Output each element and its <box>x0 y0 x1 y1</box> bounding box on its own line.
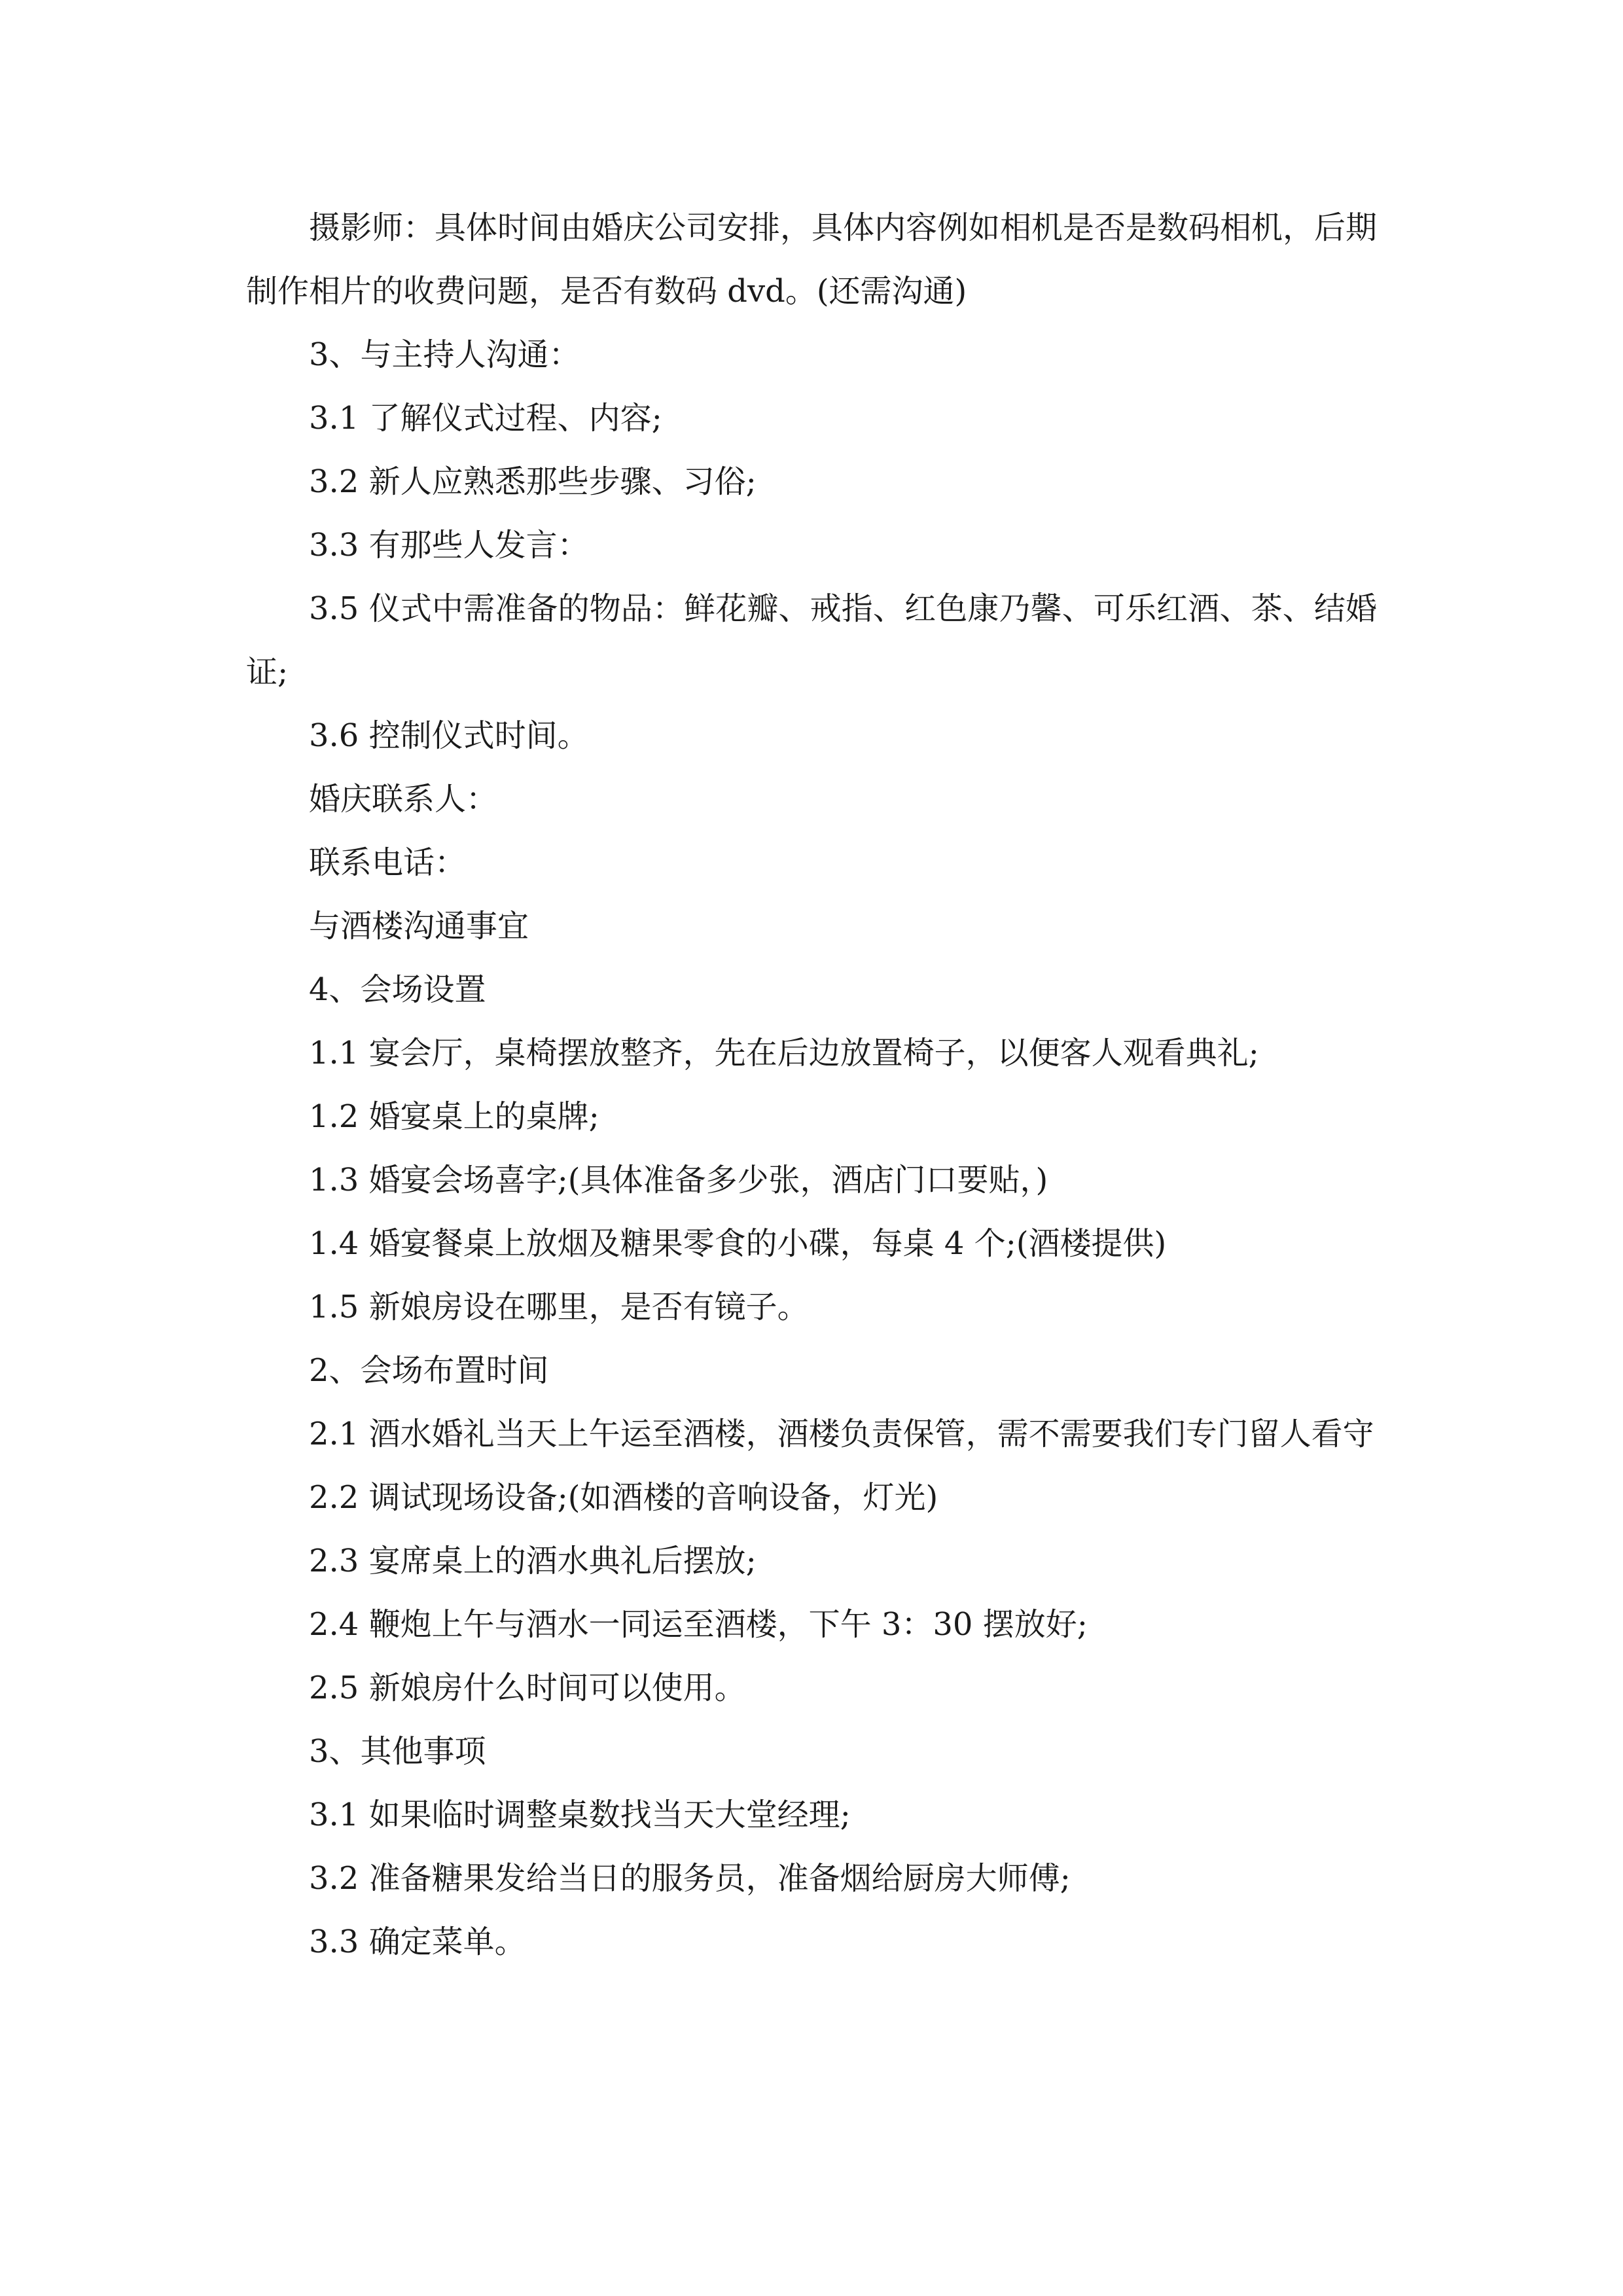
paragraph-1-3: 1.3 婚宴会场喜字;(具体准备多少张，酒店门口要贴，) <box>309 1162 1048 1198</box>
paragraph-2-3: 2.3 宴席桌上的酒水典礼后摆放; <box>309 1543 757 1579</box>
paragraph-3-3: 3.3 有那些人发言： <box>309 527 589 564</box>
paragraph-3-6: 3.6 控制仪式时间。 <box>309 717 589 754</box>
paragraph-2-2: 2.2 调试现场设备;(如酒楼的音响设备，灯光) <box>309 1479 938 1516</box>
wedding-contact-label: 婚庆联系人： <box>309 781 498 817</box>
paragraph-other-3-1: 3.1 如果临时调整桌数找当天大堂经理; <box>309 1797 851 1833</box>
paragraph-photographer: 摄影师：具体时间由婚庆公司安排，具体内容例如相机是否是数码相机，后期制作相片的收费问题，是否有数码 dvd。(还需沟通) <box>246 209 1378 310</box>
paragraph-other-3-2: 3.2 准备糖果发给当日的服务员，准备烟给厨房大师傅; <box>309 1860 1071 1897</box>
paragraph-1-1: 1.1 宴会厅，桌椅摆放整齐，先在后边放置椅子，以便客人观看典礼; <box>309 1035 1259 1071</box>
paragraph-2-4: 2.4 鞭炮上午与酒水一同运至酒楼，下午 3：30 摆放好; <box>309 1606 1088 1643</box>
paragraph-3-2: 3.2 新人应熟悉那些步骤、习俗; <box>309 463 757 500</box>
paragraph-1-4: 1.4 婚宴餐桌上放烟及糖果零食的小碟，每桌 4 个;(酒楼提供) <box>309 1225 1167 1262</box>
paragraph-3-5: 3.5 仪式中需准备的物品：鲜花瓣、戒指、红色康乃馨、可乐红酒、茶、结婚证; <box>246 590 1377 691</box>
heading-venue-setup: 4、会场设置 <box>309 971 486 1008</box>
paragraph-1-5: 1.5 新娘房设在哪里，是否有镜子。 <box>309 1289 809 1325</box>
contact-phone-label: 联系电话： <box>309 844 467 881</box>
paragraph-other-3-3: 3.3 确定菜单。 <box>309 1924 526 1960</box>
heading-setup-time: 2、会场布置时间 <box>309 1352 549 1389</box>
paragraph-1-2: 1.2 婚宴桌上的桌牌; <box>309 1098 599 1135</box>
heading-host-communication: 3、与主持人沟通： <box>309 336 580 373</box>
document-body <box>246 196 1377 1974</box>
heading-other-matters: 3、其他事项 <box>309 1733 486 1770</box>
heading-restaurant-matters: 与酒楼沟通事宜 <box>309 908 529 944</box>
paragraph-2-1: 2.1 酒水婚礼当天上午运至酒楼，酒楼负责保管，需不需要我们专门留人看守 <box>309 1416 1374 1452</box>
paragraph-2-5: 2.5 新娘房什么时间可以使用。 <box>309 1670 746 1706</box>
paragraph-3-1: 3.1 了解仪式过程、内容; <box>309 400 662 437</box>
